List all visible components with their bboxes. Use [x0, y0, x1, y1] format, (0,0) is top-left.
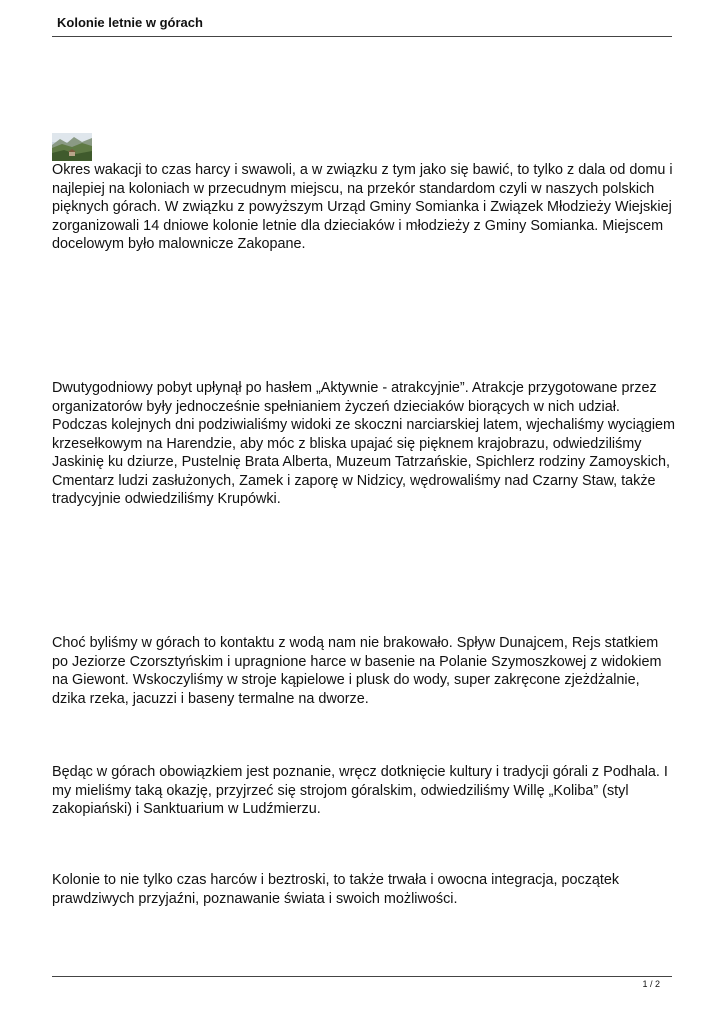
paragraph-conclusion: Kolonie to nie tylko czas harców i beztroski, to także trwała i owocna integracja, początek prawdziwych przyjaźni, poznawanie świata i swoich możliwości.	[52, 872, 620, 907]
page-number: 1 / 2	[642, 979, 660, 989]
paragraph-attractions: Dwutygodniowy pobyt upłynął po hasłem „Aktywnie - atrakcyjnie”. Atrakcje przygotowane przez organizatorów były jednocześnie spełnianiem życzeń dzieciaków biorących w nich udział. Podczas kolejnych dni podziwialiśmy widoki ze skoczni narciarskiej latem, wjechaliśmy wyciągiem krzesełkowym na Harendzie, aby móc z bliska upajać się pięknem krajobrazu, odwiedziliśmy Jaskinię ku dziurze, Pustelnię Brata Alberta, Muzeum Tatrzańskie, Spichlerz rodziny Zamoyskich, Cmentarz ludzi zasłużonych, Zamek i zaporę w Nidzicy, wędrowaliśmy nad Czarny Staw, także tradycyjnie odwiedziliśmy Krupówki.	[52, 380, 676, 507]
footer-divider	[52, 976, 672, 977]
header-divider	[52, 36, 672, 37]
paragraph-intro: Okres wakacji to czas harcy i swawoli, a w związku z tym jako się bawić, to tylko z dala od domu i najlepiej na koloniach w przecudnym miejscu, na przekór standardom czyli w naszych polskich pięknych górach. W związku z powyższym Urząd Gminy Somianka i Związek Młodzieży Wiejskiej zorganizowali 14 dniowe kolonie letnie dla dzieciaków i młodzieży z Gminy Somianka. Miejscem docelowym było malownicze Zakopane.	[52, 162, 673, 252]
paragraph-water: Choć byliśmy w górach to kontaktu z wodą nam nie brakowało. Spływ Dunajcem, Rejs statkiem po Jeziorze Czorsztyńskim i upragnione harce w basenie na Polanie Szymoszkowej z widokiem na Giewont. Wskoczyliśmy w stroje kąpielowe i plusk do wody, super zakręcone zjeżdżalnie, dzika rzeka, jacuzzi i baseny termalne na dworze.	[52, 635, 662, 707]
photo-icon	[52, 133, 92, 161]
paragraph-culture: Będąc w górach obowiązkiem jest poznanie, wręcz dotknięcie kultury i tradycji górali z Podhala. I my mieliśmy taką okazję, przyjrzeć się strojom góralskim, odwiedziliśmy Willę „Koliba” (styl zakopiański) i Sanktuarium w Ludźmierzu.	[52, 764, 668, 817]
mountain-landscape-photo	[52, 133, 92, 161]
page-title: Kolonie letnie w górach	[57, 15, 203, 30]
